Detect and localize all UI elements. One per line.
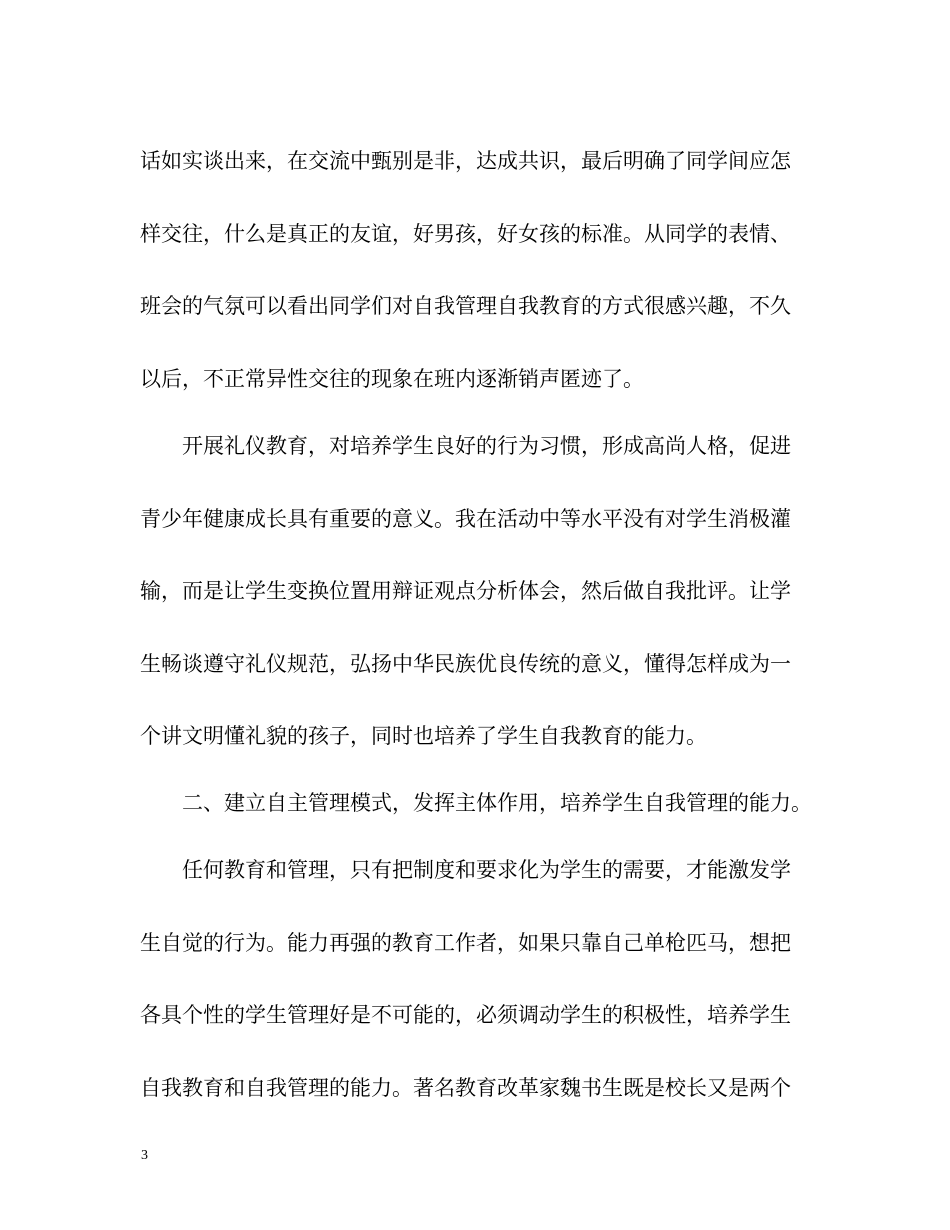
- body-text-line: 样交往，什么是真正的友谊，好男孩，好女孩的标准。从同学的表情、: [140, 222, 791, 246]
- paragraph-first-line: 开展礼仪教育，对培养学生良好的行为习惯，形成高尚人格，促进: [182, 434, 791, 458]
- body-text-line: 青少年健康成长具有重要的意义。我在活动中等水平没有对学生消极灌: [140, 507, 791, 531]
- paragraph-first-line: 任何教育和管理，只有把制度和要求化为学生的需要，才能激发学: [182, 858, 791, 882]
- section-heading: 二、建立自主管理模式，发挥主体作用，培养学生自我管理的能力。: [182, 791, 812, 815]
- body-text-line: 各具个性的学生管理好是不可能的，必须调动学生的积极性，培养学生: [140, 1003, 791, 1027]
- body-text-line: 个讲文明懂礼貌的孩子，同时也培养了学生自我教育的能力。: [140, 724, 707, 748]
- page-number: 3: [141, 1148, 148, 1163]
- body-text-line: 输，而是让学生变换位置用辩证观点分析体会，然后做自我批评。让学: [140, 579, 791, 603]
- body-text-line: 班会的气氛可以看出同学们对自我管理自我教育的方式很感兴趣，不久: [140, 294, 791, 318]
- body-text-line: 生自觉的行为。能力再强的教育工作者，如果只靠自己单枪匹马，想把: [140, 931, 791, 955]
- body-text-line: 生畅谈遵守礼仪规范，弘扬中华民族优良传统的意义，懂得怎样成为一: [140, 652, 791, 676]
- body-text-line: 话如实谈出来，在交流中甄别是非，达成共识，最后明确了同学间应怎: [140, 149, 791, 173]
- body-text-line: 自我教育和自我管理的能力。著名教育改革家魏书生既是校长又是两个: [140, 1076, 791, 1100]
- body-text-line: 以后，不正常异性交往的现象在班内逐渐销声匿迹了。: [140, 367, 644, 391]
